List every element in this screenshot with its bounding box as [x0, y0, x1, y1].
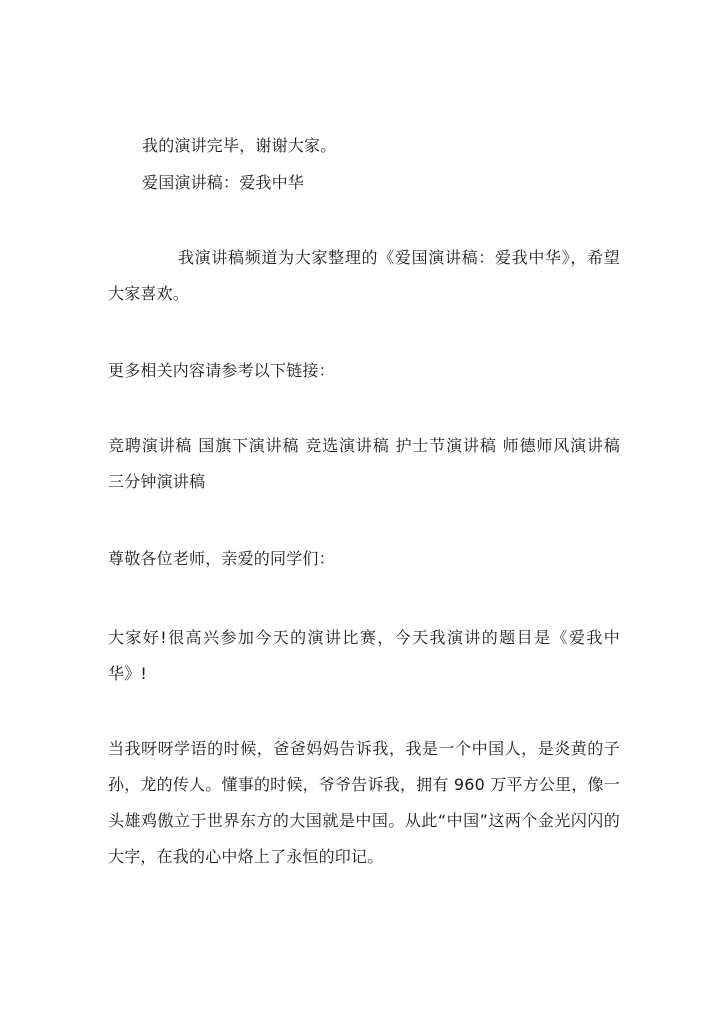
related-link-shide[interactable]: 师德师风演讲稿: [502, 436, 620, 455]
related-links: [108, 428, 620, 500]
related-link-jingpin[interactable]: 竞聘演讲稿: [108, 436, 193, 455]
body-paragraph: 当我呀呀学语的时候，爸爸妈妈告诉我，我是一个中国人，是炎黄的子孙，龙的传人。懂事的时候，爷爷告诉我，拥有 960 万平方公里，像一头雄鸡傲立于世界东方的大国就是中国。从此“中国”这两个金光闪闪的大字，在我的心中烙上了永恒的印记。: [108, 739, 620, 866]
related-link-hushijie[interactable]: 护士节演讲稿: [395, 436, 497, 455]
document-heading: 爱国演讲稿：爱我中华: [142, 173, 305, 192]
related-prompt: 更多相关内容请参考以下链接：: [108, 361, 335, 380]
greeting: 尊敬各位老师，亲爱的同学们：: [108, 549, 335, 568]
opening-paragraph: 大家好!很高兴参加今天的演讲比赛，今天我演讲的题目是《爱我中华》!: [108, 628, 620, 683]
intro-paragraph: 我演讲稿频道为大家整理的《爱国演讲稿：爱我中华》，希望大家喜欢。: [108, 248, 620, 303]
related-link-sanfenzhong[interactable]: 三分钟演讲稿: [108, 472, 206, 491]
related-link-jingxuan[interactable]: 竞选演讲稿: [305, 436, 390, 455]
related-link-guoqixia[interactable]: 国旗下演讲稿: [198, 436, 300, 455]
closing-line: 我的演讲完毕，谢谢大家。: [142, 136, 337, 155]
